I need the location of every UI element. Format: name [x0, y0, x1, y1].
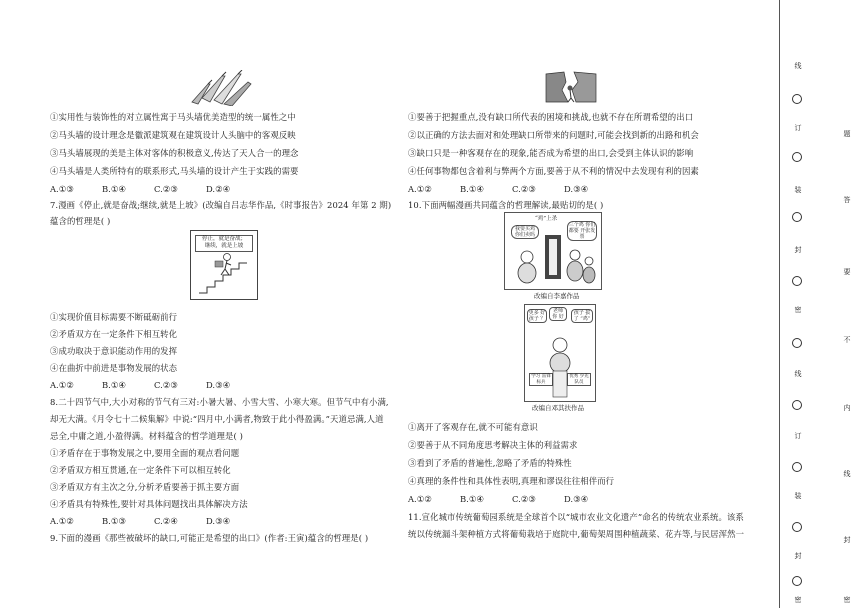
q7-cartoon-text-1: 停止，就是奋战； [201, 236, 246, 242]
q6-item-3: ③马头墙展现的美是主体对客体的积极意义,传达了天人合一的理念 [50, 148, 299, 158]
binding-label: 订 [794, 432, 802, 440]
cartoon2-board-2: 优秀 少先队员 [567, 373, 591, 386]
binding-outer-label: 内 [843, 404, 851, 412]
q10-option-a[interactable]: A.①② [408, 494, 432, 504]
binding-outer-label: 不 [843, 336, 851, 344]
q10-item-1: ①离开了客观存在,就不可能有意识 [408, 422, 538, 432]
q8-item-1: ①矛盾存在于事物发展之中,要用全面的观点看问题 [50, 448, 240, 458]
q10-item-3: ③看到了矛盾的普遍性,忽略了矛盾的特殊性 [408, 458, 572, 468]
q7-options [50, 380, 258, 390]
binding-circle [792, 338, 802, 348]
binding-outer-label: 答 [843, 196, 851, 204]
q9-stem: 9.下面的漫画《那些被破坏的缺口,可能正是希望的出口》(作者:王寅)蕴含的哲理是( ) [50, 533, 369, 543]
q6-item-4: ④马头墙是人类所特有的联系形式,马头墙的设计产生于实践的需要 [50, 166, 299, 176]
binding-circle [792, 576, 802, 586]
q9-options [408, 184, 616, 194]
binding-label: 订 [794, 124, 802, 132]
binding-label: 封 [794, 246, 802, 254]
broken-wall-illustration [544, 68, 598, 104]
q10-cartoon-2 [524, 304, 596, 402]
q10-stem: 10.下面两幅漫画共同蕴含的哲理解读,最贴切的是( ) [408, 200, 604, 210]
q6-options [50, 184, 258, 194]
cartoon2-middle-bubble: 老师 你 好 [549, 307, 567, 321]
binding-circle [792, 522, 802, 532]
q7-option-c[interactable]: C.②③ [154, 380, 178, 390]
q9-item-1: ①要善于把握重点,没有缺口所代表的困境和挑战,也就不存在所谓希望的出口 [408, 112, 694, 122]
q8-stem-line-3: 忌全,中庸之道,小盈得满。材料蕴含的哲学道理是( ) [50, 431, 243, 441]
binding-label: 密 [794, 596, 802, 604]
q7-option-d[interactable]: D.③④ [206, 380, 231, 390]
q7-item-2: ②矛盾双方在一定条件下相互转化 [50, 329, 178, 339]
q7-stem-line-2: 蕴含的哲理是( ) [50, 216, 111, 226]
q7-cartoon-text-2: 继续，就是上坡 [204, 243, 244, 249]
cartoon1-right-bubble: 三个鸡 你们都要 开张发票 [568, 222, 596, 240]
q7-stem-line-1: 7.漫画《停止,就是奋战;继续,就是上坡》(改编自吕志华作品,《时事报告》2024 年第 2 期) [50, 200, 392, 210]
cartoon2-right-bubble: 孩子 拔了 “鸡” [571, 309, 593, 323]
caption-2: 改编自邓其扶作品 [532, 404, 584, 412]
binding-circle [792, 276, 802, 286]
q9-item-3: ③缺口只是一种客观存在的现象,能否成为希望的出口,会受到主体认识的影响 [408, 148, 694, 158]
q8-stem-line-2: 却无大满。《月令七十二候集解》中说:“四月中,小满者,物致于此小得盈满。”天道忌满,人道 [50, 414, 384, 424]
binding-line [779, 0, 780, 608]
q8-option-c[interactable]: C.②④ [154, 516, 178, 526]
binding-circle [792, 462, 802, 472]
binding-circle [792, 152, 802, 162]
binding-outer-label: 封 [843, 536, 851, 544]
q10-item-4: ④真理的条件性和具体性表明,真理和谬误往往相伴而行 [408, 476, 615, 486]
q9-item-4: ④任何事物都包含着利与弊两个方面,要善于从不利的情况中去发现有利的因素 [408, 166, 699, 176]
q6-item-1: ①实用性与装饰性的对立属性寓于马头墙优美造型的统一属性之中 [50, 112, 296, 122]
binding-label: 线 [794, 370, 802, 378]
binding-circle [792, 400, 802, 410]
binding-circle [792, 212, 802, 222]
q8-option-a[interactable]: A.①② [50, 516, 74, 526]
binding-outer-label: 线 [843, 470, 851, 478]
q6-option-a[interactable]: A.①③ [50, 184, 74, 194]
binding-label: 装 [794, 492, 802, 500]
q10-options [408, 494, 616, 504]
horse-head-wall-illustration [188, 70, 254, 106]
q8-item-3: ③矛盾双方有主次之分,分析矛盾要善于抓主要方面 [50, 482, 240, 492]
binding-label: 封 [794, 552, 802, 560]
q7-item-4: ④在曲折中前进是事物发展的状态 [50, 363, 178, 373]
binding-label: 装 [794, 186, 802, 194]
q7-option-b[interactable]: B.①④ [102, 380, 126, 390]
q7-cartoon [190, 230, 258, 300]
q11-stem-line-1: 11.宣化城市传统葡萄园系统是全球首个以“城市农业文化遗产”命名的传统农业系统。该系 [408, 512, 744, 522]
q6-option-c[interactable]: C.②③ [154, 184, 178, 194]
binding-label: 线 [794, 62, 802, 70]
q10-option-d[interactable]: D.③④ [564, 494, 589, 504]
cartoon2-board-1: 学习 雷锋 标兵 [529, 373, 553, 386]
binding-outer-label: 要 [843, 268, 851, 276]
binding-circle [792, 94, 802, 104]
q6-option-b[interactable]: B.①④ [102, 184, 126, 194]
binding-outer-label: 题 [843, 130, 851, 138]
q9-item-2: ②以正确的方法去面对和处理缺口所带来的问题时,可能会找到新的出路和机会 [408, 130, 699, 140]
q7-item-3: ③成功取决于意识能动作用的发挥 [50, 346, 178, 356]
binding-outer-label: 密 [843, 596, 851, 604]
cartoon2-left-bubble: 更多 好孩子 ？ [528, 310, 546, 322]
q9-option-d[interactable]: D.③④ [564, 184, 589, 194]
caption-1: 改编自李嘉作品 [534, 292, 580, 300]
cartoon1-top-text: “鸡”上杀 [535, 216, 558, 222]
q9-option-c[interactable]: C.②③ [512, 184, 536, 194]
q6-option-d[interactable]: D.②④ [206, 184, 231, 194]
q10-option-b[interactable]: B.①④ [460, 494, 484, 504]
q8-option-d[interactable]: D.③④ [206, 516, 231, 526]
q9-option-a[interactable]: A.①② [408, 184, 432, 194]
q10-cartoon-1 [504, 212, 602, 290]
q10-option-c[interactable]: C.②③ [512, 494, 536, 504]
q8-item-4: ④矛盾具有特殊性,要针对具体问题找出具体解决方法 [50, 499, 248, 509]
q7-option-a[interactable]: A.①② [50, 380, 74, 390]
q6-item-2: ②马头墙的设计理念是徽派建筑观在建筑设计人头脑中的客观反映 [50, 130, 296, 140]
q8-options [50, 516, 258, 526]
q10-item-2: ②要善于从不同角度思考解决主体的利益需求 [408, 440, 578, 450]
binding-label: 密 [794, 306, 802, 314]
cartoon1-left-bubble: 我要买鸡 你们卖吗 [511, 225, 539, 239]
q8-option-b[interactable]: B.①③ [102, 516, 126, 526]
q9-option-b[interactable]: B.①④ [460, 184, 484, 194]
q8-stem-line-1: 8.二十四节气中,大小对称的节气有三对:小暑大暑、小雪大雪、小寒大寒。但节气中有小满, [50, 397, 389, 407]
q8-item-2: ②矛盾双方相互贯通,在一定条件下可以相互转化 [50, 465, 231, 475]
q11-stem-line-2: 统以传统漏斗架种植方式将葡萄栽培于庭院中,葡萄架周围种植蔬菜、花卉等,与民居浑然一 [408, 529, 745, 539]
q7-item-1: ①实现价值目标需要不断砥砺前行 [50, 312, 178, 322]
